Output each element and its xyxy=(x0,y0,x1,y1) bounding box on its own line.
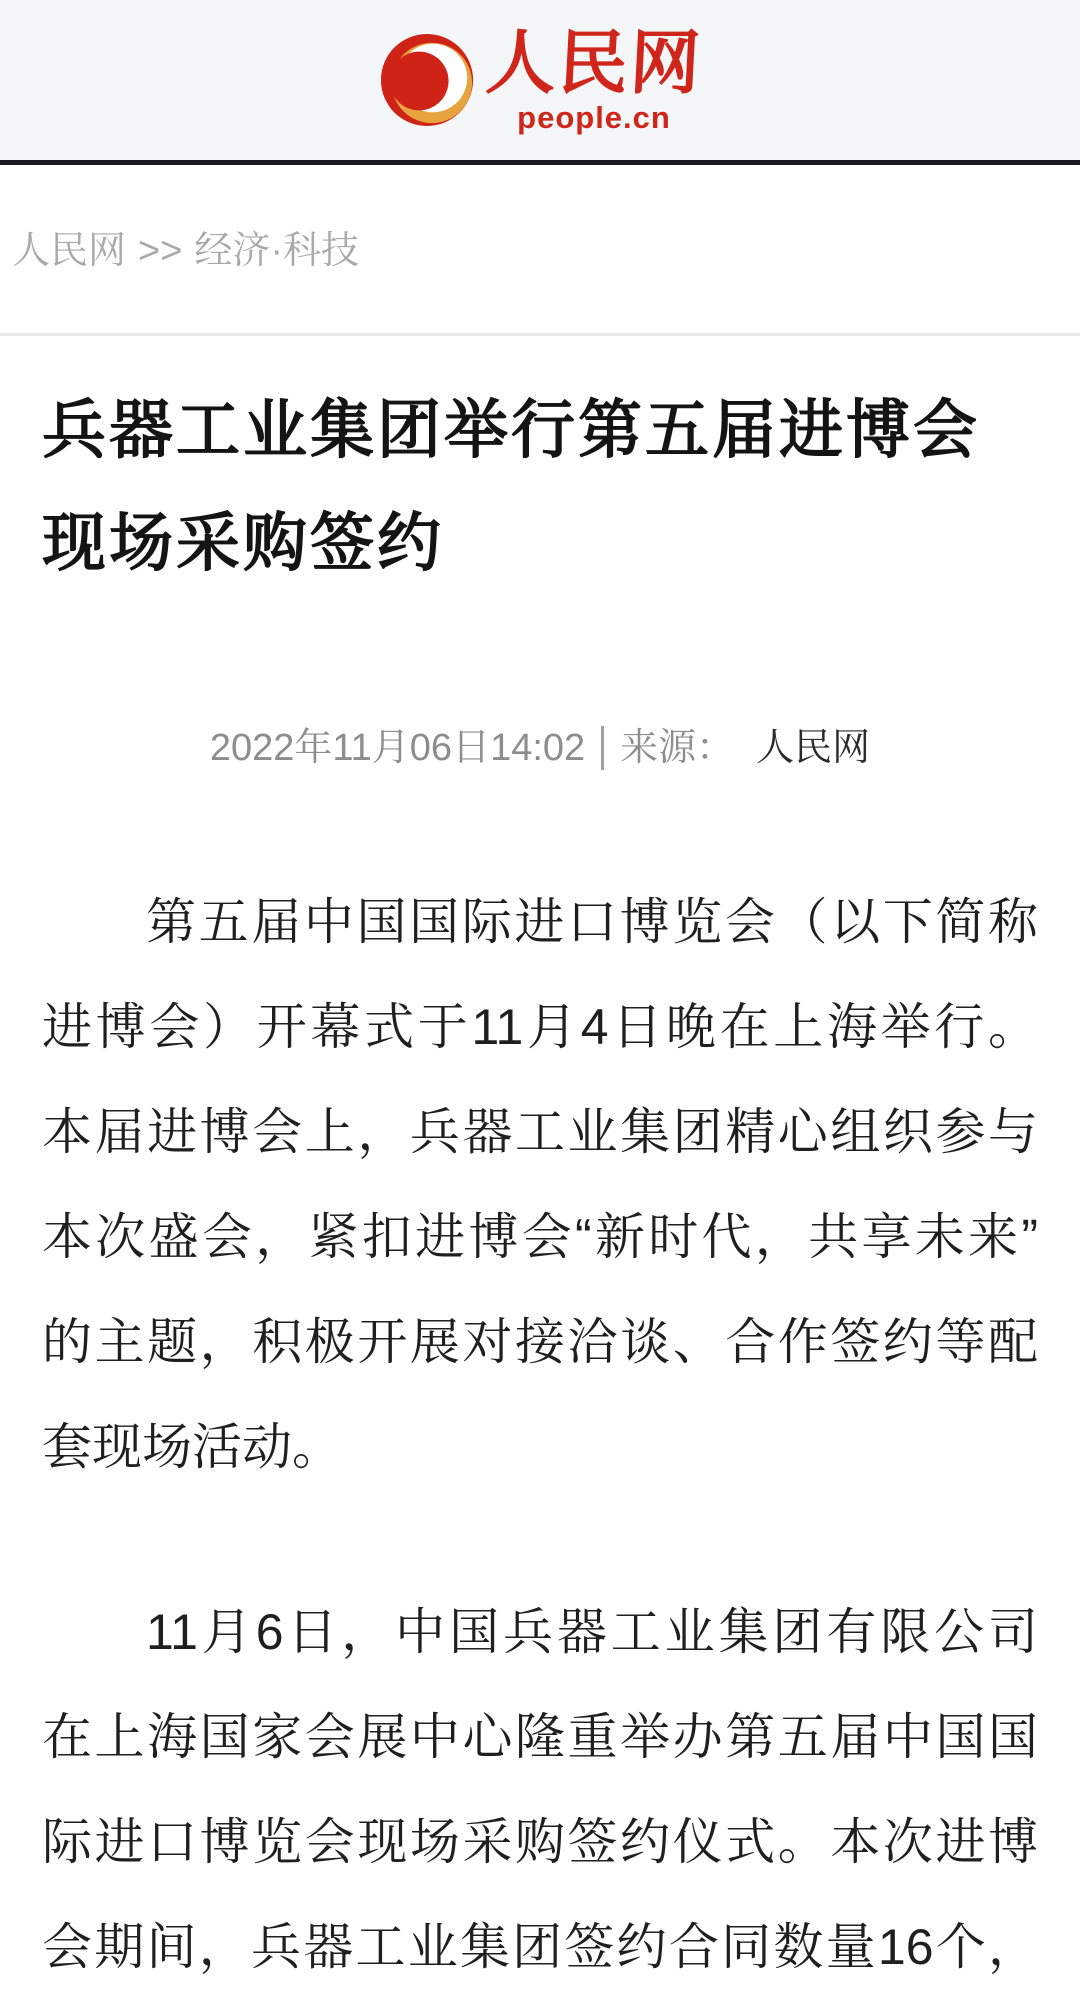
body-line: 套现场活动。 xyxy=(42,1419,342,1475)
body-line: 第五届中国国际进口博览会（以下简称 xyxy=(146,894,1038,950)
logo-text xyxy=(483,24,705,135)
breadcrumb xyxy=(12,231,1080,271)
body-line: 本届进博会上，兵器工业集团精心组织参与 xyxy=(42,1104,1038,1160)
body-line: 进博会）开幕式于11月4日晚在上海举行。 xyxy=(42,999,1038,1055)
body-line: 际进口博览会现场采购签约仪式。本次进博 xyxy=(42,1814,1038,1870)
paragraph-2 xyxy=(42,1580,1038,2000)
breadcrumb-separator: >> xyxy=(138,230,183,272)
body-line: 的主题，积极开展对接洽谈、合作签约等配 xyxy=(42,1314,1038,1370)
people-cn-swoosh-icon xyxy=(378,31,476,129)
site-logo[interactable] xyxy=(378,24,705,135)
logo-en-text: people.cn xyxy=(517,100,671,135)
article-main xyxy=(0,374,1080,2000)
site-header xyxy=(0,0,1080,165)
section-divider xyxy=(0,333,1080,336)
body-line: 在上海国家会展中心隆重举办第五届中国国 xyxy=(42,1709,1038,1765)
body-line: 11月6日，中国兵器工业集团有限公司 xyxy=(146,1604,1038,1660)
breadcrumb-site-link[interactable]: 人民网 xyxy=(12,230,127,272)
body-line: 本次盛会，紧扣进博会“新时代，共享未来” xyxy=(42,1209,1038,1265)
paragraph-1 xyxy=(42,870,1038,1500)
article-title xyxy=(42,374,1038,600)
article-title-line-1: 兵器工业集团举行第五届进博会 xyxy=(42,394,980,466)
breadcrumb-section-link[interactable]: 经济·科技 xyxy=(194,230,360,272)
article-meta xyxy=(0,722,1080,774)
article-title-line-2: 现场采购签约 xyxy=(42,507,444,579)
source-name-link[interactable]: 人民网 xyxy=(756,727,871,769)
logo-cn-text: 人民网 xyxy=(483,24,705,102)
body-line: 会期间，兵器工业集团签约合同数量16个， xyxy=(42,1919,1038,1975)
article-body xyxy=(42,870,1038,2000)
source-label: 来源： xyxy=(620,727,735,769)
meta-separator-bar xyxy=(601,726,604,770)
publish-datetime: 2022年11月06日14:02 xyxy=(209,727,586,769)
